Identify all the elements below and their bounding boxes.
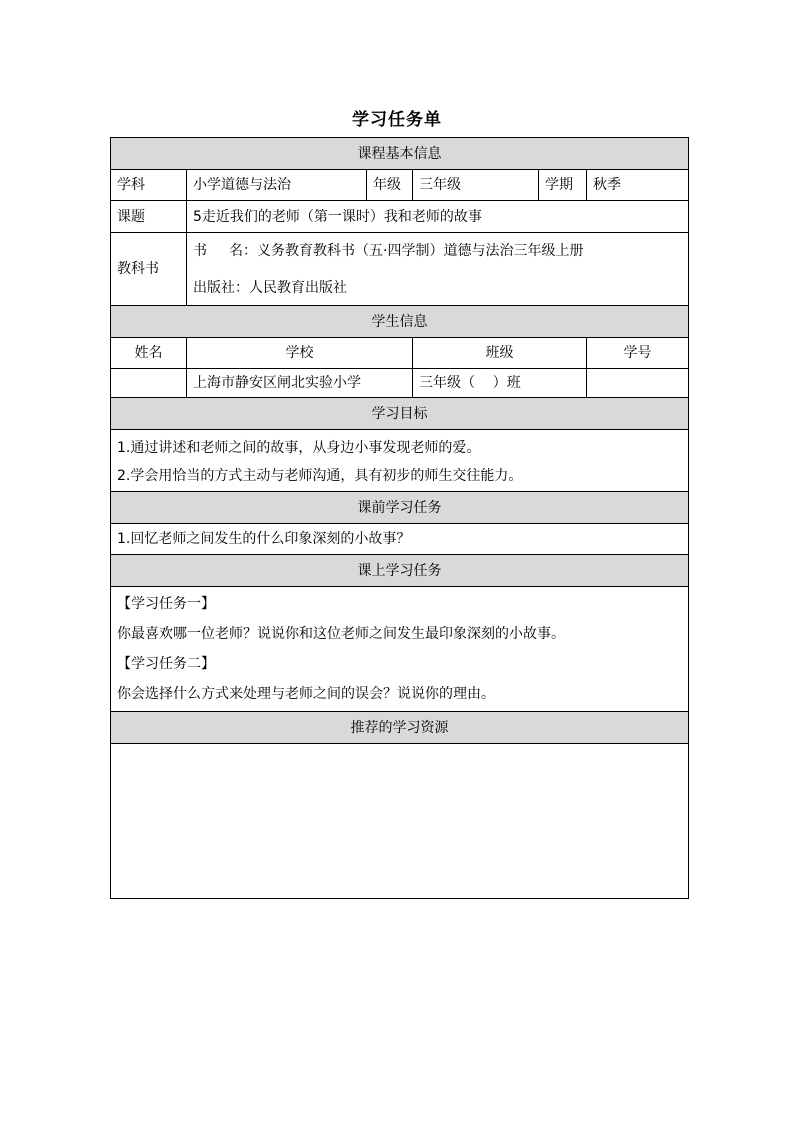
section-in-class-tasks: 课上学习任务 [111, 555, 689, 587]
goal-item: 2.学会用恰当的方式主动与老师沟通，具有初步的师生交往能力。 [117, 467, 523, 484]
textbook-value [187, 233, 689, 306]
term-label: 学期 [539, 170, 587, 201]
student-name-field[interactable] [111, 369, 187, 398]
topic-value: 5走近我们的老师（第一课时）我和老师的故事 [187, 201, 689, 233]
grade-value: 三年级 [413, 170, 539, 201]
section-recommended-resources: 推荐的学习资源 [111, 712, 689, 744]
resources-content[interactable] [111, 744, 689, 899]
task1-title: 【学习任务一】 [117, 596, 215, 612]
task2-text: 你会选择什么方式来处理与老师之间的误会？说说你的理由。 [117, 686, 495, 702]
header-student-id: 学号 [587, 338, 689, 369]
student-class-field[interactable]: 三年级（ ）班 [413, 369, 587, 398]
pre-class-task-item: 1.回忆老师之间发生的什么印象深刻的小故事？ [111, 524, 689, 555]
section-course-info: 课程基本信息 [111, 138, 689, 170]
term-value: 秋季 [587, 170, 689, 201]
grade-label: 年级 [367, 170, 413, 201]
textbook-label: 教科书 [111, 233, 187, 306]
goals-list [111, 430, 689, 492]
subject-value: 小学道德与法治 [187, 170, 367, 201]
task2-title: 【学习任务二】 [117, 656, 215, 672]
goal-item: 1.通过讲述和老师之间的故事，从身边小事发现老师的爱。 [117, 439, 481, 456]
section-pre-class-tasks: 课前学习任务 [111, 492, 689, 524]
publisher-line: 出版社：人民教育出版社 [193, 279, 347, 296]
page-title: 学习任务单 [352, 110, 442, 130]
book-name-line [193, 241, 682, 261]
header-school: 学校 [187, 338, 413, 369]
student-school-value: 上海市静安区闸北实验小学 [187, 369, 413, 398]
task1-text: 你最喜欢哪一位老师？说说你和这位老师之间发生最印象深刻的小故事。 [117, 626, 565, 642]
in-class-tasks [111, 587, 689, 712]
book-name-value: 名：义务教育教科书（五·四学制）道德与法治三年级上册 [229, 242, 584, 259]
subject-label: 学科 [111, 170, 187, 201]
topic-label: 课题 [111, 201, 187, 233]
header-name: 姓名 [111, 338, 187, 369]
task-sheet-table [110, 137, 689, 899]
section-student-info: 学生信息 [111, 306, 689, 338]
student-id-field[interactable] [587, 369, 689, 398]
header-class: 班级 [413, 338, 587, 369]
section-learning-goals: 学习目标 [111, 398, 689, 430]
book-name-prefix: 书 [193, 242, 207, 259]
